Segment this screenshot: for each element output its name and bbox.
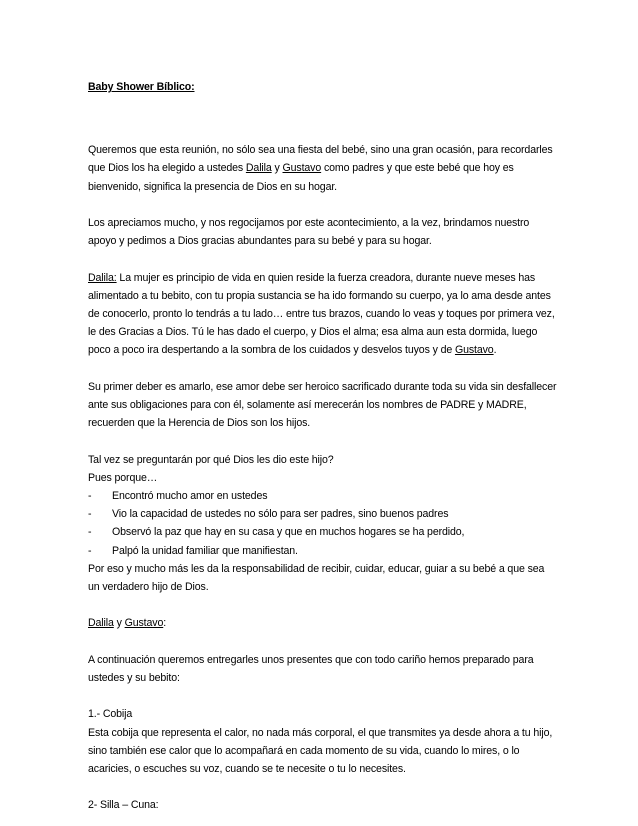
list-item-text: Palpó la unidad familiar que manifiestan. bbox=[112, 544, 298, 557]
name-gustavo: Gustavo bbox=[454, 344, 494, 357]
dalila-text: La mujer es principio de vida en quien reside la fuerza creadora, durante nueve meses has alimentado a tu bebito, con tu propia sustancia se ha ido formando su cuerpo, ya lo ama desde antes de conocerlo, pronto lo tendrás a tu lado… entre tus brazos, cuando lo veas y toques por primera vez, le des Gracias a Dios. Tú le has dado el cuerpo, y Dios el alma; esa alma aun esta dormida, luego poco a poco ira despertando a la sombra de los cuidados y desvelos tuyos y de bbox=[88, 271, 555, 357]
spacer bbox=[88, 687, 558, 705]
paragraph-appreciation: Los apreciamos mucho, y nos regocijamos por este acontecimiento, a la vez, brindamos nuestro apoyo y pedimos a Dios gracias abundantes para su bebé y para su hogar. bbox=[88, 217, 530, 248]
name-dalila: Dalila bbox=[88, 617, 114, 630]
gift-description-cobija: Esta cobija que representa el calor, no nada más corporal, el que transmites ya desde ahora a tu hijo, sino también ese calor que lo acompañará en cada momento de su vida, cuando lo mires, o lo acaricies, o escuches su voz, cuando se te necesite o tu lo necesites. bbox=[88, 726, 553, 775]
conjunction: y bbox=[271, 162, 283, 175]
list-dash: - bbox=[88, 508, 92, 521]
spacer bbox=[88, 96, 558, 141]
paragraph-duty: Su primer deber es amarlo, ese amor debe ser heroico sacrificado durante toda su vida sin desfallecer ante sus obligaciones para con él, solamente así merecerán los nombres de PADRE y MADRE, recuerden que la Herencia de Dios son los hijos. bbox=[88, 380, 557, 430]
list-item-text: Encontró mucho amor en ustedes bbox=[112, 490, 268, 502]
list-item-text: Observó la paz que hay en su casa y que en muchos hogares se ha perdido, bbox=[112, 526, 465, 539]
intro-text-a: Queremos que esta reunión, no sólo sea una fiesta del bebé, sino una gran ocasión, para recordarles que Dios los ha elegido a ustedes bbox=[88, 144, 553, 175]
paragraph-presents: A continuación queremos entregarles unos presentes que con todo cariño hemos preparado para ustedes y su bebito: bbox=[88, 653, 534, 684]
name-gustavo: Gustavo bbox=[124, 617, 164, 630]
document-page bbox=[88, 78, 558, 815]
document-title: Baby Shower Bíblico: bbox=[88, 81, 195, 93]
period: . bbox=[493, 344, 497, 357]
name-dalila: Dalila: bbox=[88, 271, 117, 284]
list-dash: - bbox=[88, 526, 92, 539]
spacer bbox=[88, 778, 558, 796]
list-dash: - bbox=[88, 490, 92, 502]
paragraph-closing: Por eso y mucho más les da la responsabilidad de recibir, cuidar, educar, guiar a su bebé a que sea un verdadero hijo de Dios. bbox=[88, 562, 545, 594]
spacer bbox=[88, 596, 558, 614]
name-dalila: Dalila bbox=[245, 162, 272, 175]
paragraph-dalila bbox=[88, 269, 558, 360]
list-item bbox=[88, 505, 558, 523]
spacer bbox=[88, 196, 558, 214]
colon: : bbox=[163, 617, 167, 630]
list-item bbox=[88, 542, 558, 560]
name-gustavo: Gustavo bbox=[282, 162, 322, 175]
gift-heading-silla-cuna: 2- Silla – Cuna: bbox=[88, 799, 159, 812]
paragraph-intro bbox=[88, 141, 558, 196]
list-item bbox=[88, 523, 558, 541]
list-item-text: Vio la capacidad de ustedes no sólo para ser padres, sino buenos padres bbox=[112, 508, 449, 521]
spacer bbox=[88, 432, 558, 450]
spacer bbox=[88, 250, 558, 268]
question-line: Tal vez se preguntarán por qué Dios les dio este hijo? bbox=[88, 453, 334, 466]
address-line bbox=[88, 614, 558, 632]
spacer bbox=[88, 633, 558, 651]
spacer bbox=[88, 360, 558, 378]
list-dash: - bbox=[88, 544, 92, 557]
intro-text-b: como padres y que este bebé que hoy es bienvenido, significa la presencia de Dios en su hogar. bbox=[88, 162, 514, 193]
answer-intro: Pues porque… bbox=[88, 471, 158, 484]
conjunction: y bbox=[113, 617, 125, 630]
list-item bbox=[88, 487, 558, 505]
gift-heading-cobija: 1.- Cobija bbox=[88, 708, 133, 721]
